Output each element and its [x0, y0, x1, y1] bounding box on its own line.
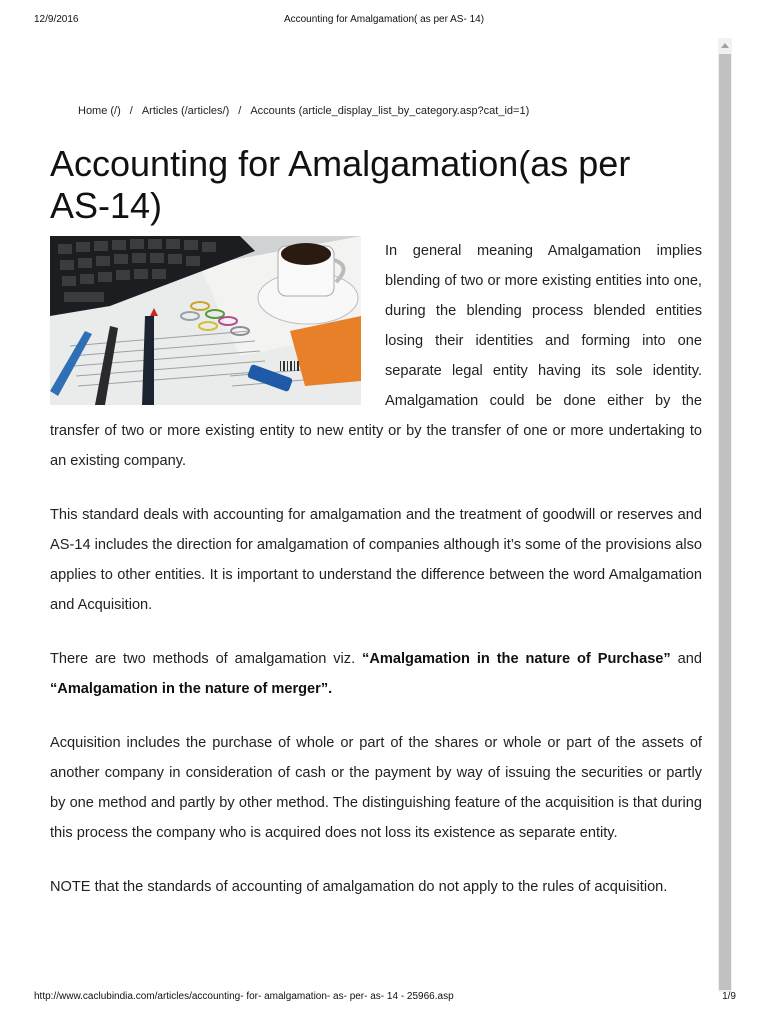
paragraph-intro: [50, 236, 702, 476]
page-number: 1/9: [722, 991, 736, 1002]
vertical-scrollbar[interactable]: [718, 38, 732, 992]
method-merger: “Amalgamation in the nature of merger”.: [50, 681, 333, 697]
scrollbar-thumb[interactable]: [719, 54, 731, 990]
breadcrumb-accounts[interactable]: Accounts (article_display_list_by_category.asp?cat_id=1): [250, 105, 530, 117]
methods-prefix: There are two methods of amalgamation viz.: [50, 651, 363, 667]
breadcrumb-separator: /: [129, 105, 133, 117]
print-date: 12/9/2016: [34, 14, 79, 25]
desk-photo-icon: [50, 236, 361, 405]
print-url: http://www.caclubindia.com/articles/accounting- for- amalgamation- as- per- as- 14 - 25966.asp: [34, 991, 454, 1002]
scroll-up-button[interactable]: [718, 38, 732, 52]
print-footer: [0, 991, 768, 1007]
paragraph-note: NOTE that the standards of accounting of amalgamation do not apply to the rules of acquisition.: [50, 879, 668, 895]
paragraph-acquisition: Acquisition includes the purchase of whole or part of the shares or whole or part of the assets of another company in consideration of cash or the payment by way of issuing the securities or partly by one method and partly by other method. The distinguishing feature of the acquisition is that during this process the company who is acquired does not loss its existence as separate entity.: [50, 735, 702, 841]
method-purchase: “Amalgamation in the nature of Purchase”: [362, 651, 671, 667]
breadcrumb-separator: /: [238, 105, 242, 117]
print-title: Accounting for Amalgamation( as per AS- 14): [283, 14, 485, 25]
article-body: [50, 236, 702, 926]
print-header: [0, 14, 768, 30]
paragraph-methods: [50, 644, 702, 704]
paragraph-intro-text: In general meaning Amalgamation implies blending of two or more existing entities into one, during the blending process blended entities losing their identities and forming into one separate legal entity having its sole identity. Amalgamation could be done either by the transfer of two or more existing entity to new entity or by the transfer of one or more undertaking to an existing company.: [50, 243, 702, 469]
breadcrumb: [78, 105, 529, 117]
breadcrumb-articles[interactable]: Articles (/articles/): [141, 105, 230, 117]
breadcrumb-home[interactable]: Home (/): [78, 105, 121, 117]
methods-joiner: and: [670, 651, 702, 667]
article-title: Accounting for Amalgamation(as per AS-14): [50, 143, 631, 226]
arrow-up-icon: [721, 43, 729, 48]
paragraph-standard: This standard deals with accounting for amalgamation and the treatment of goodwill or reserves and AS-14 includes the direction for amalgamation of companies although it’s some of the provisions also applies to other entities. It is important to understand the difference between the word Amalgamation and Acquisition.: [50, 507, 702, 613]
